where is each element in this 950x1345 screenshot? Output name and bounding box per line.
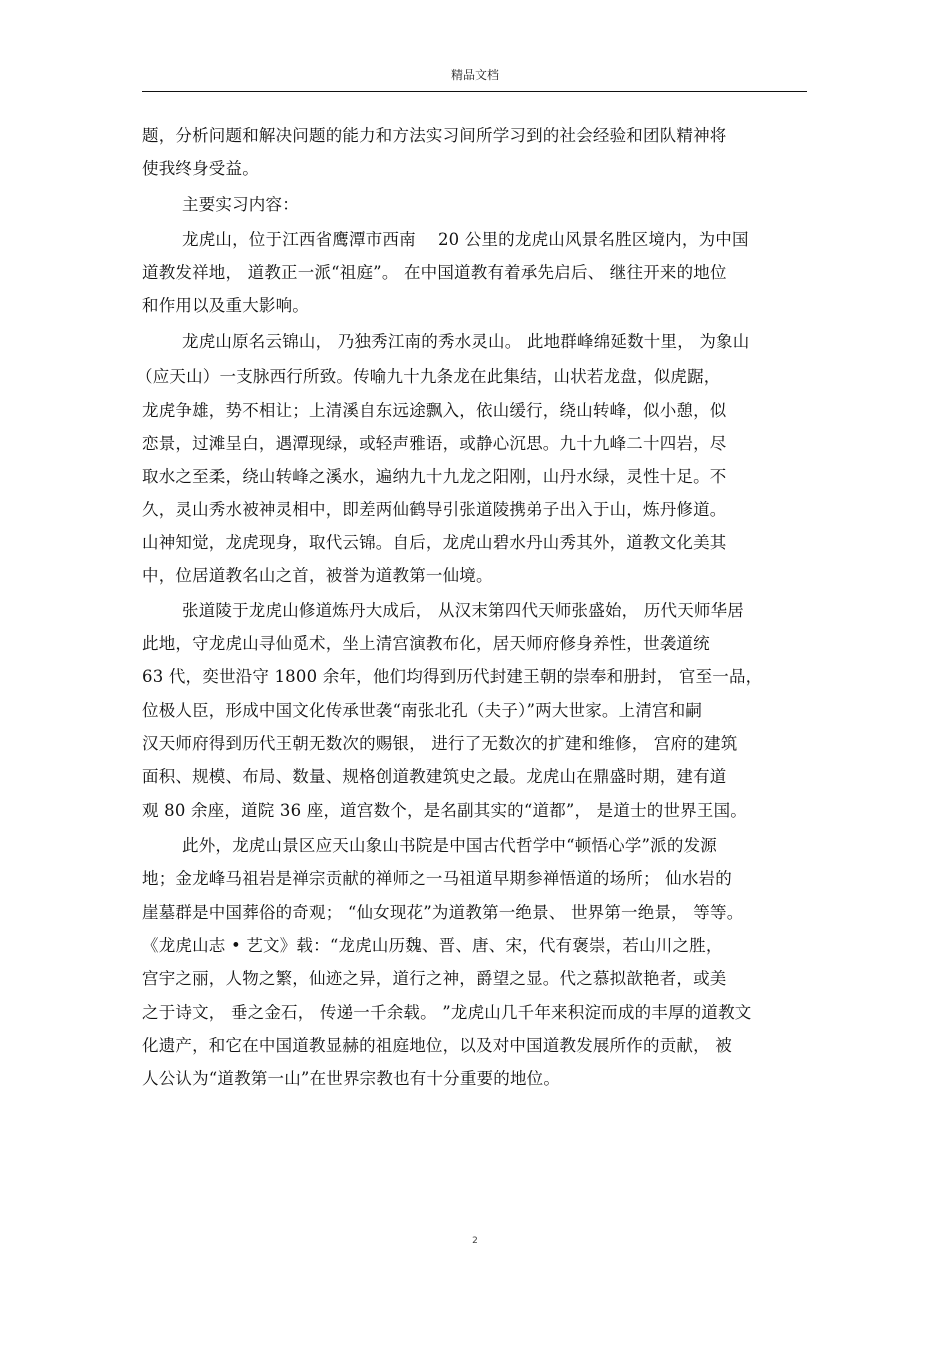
text-line: 面积、规模、布局、数量、规格创道教建筑史之最。龙虎山在鼎盛时期，建有道 xyxy=(142,767,727,786)
text-line: 久，灵山秀水被神灵相中，即差两仙鹤导引张道陵携弟子出入于山，炼丹修道。 xyxy=(142,500,727,519)
text-line: （应天山）一支脉西行所致。传喻九十九条龙在此集结，山状若龙盘，似虎踞， xyxy=(136,367,721,386)
text-line: 《龙虎山志 • 艺文》载：“龙虎山历魏、晋、唐、宋，代有褒崇，若山川之胜， xyxy=(142,936,723,955)
text-line: 地；金龙峰马祖岩是禅宗贡献的禅师之一马祖道早期参禅悟道的场所； 仙水岩的 xyxy=(142,869,732,888)
text-line: 汉天师府得到历代王朝无数次的赐银， 进行了无数次的扩建和维修， 宫府的建筑 xyxy=(142,734,738,753)
text-line: 恋景，过滩呈白，遇潭现绿，或轻声雅语，或静心沉思。九十九峰二十四岩，尽 xyxy=(142,434,727,453)
text-line: 题，分析问题和解决问题的能力和方法实习间所学习到的社会经验和团队精神将 xyxy=(142,126,727,145)
text-line: 龙虎山，位于江西省鹰潭市西南 20 公里的龙虎山风景名胜区境内，为中国 xyxy=(182,230,749,249)
header-divider xyxy=(142,91,807,92)
text-line: 化遗产，和它在中国道教显赫的祖庭地位，以及对中国道教发展所作的贡献， 被 xyxy=(142,1036,732,1055)
text-line: 位极人臣，形成中国文化传承世袭“南张北孔（夫子）”两大世家。上清宫和嗣 xyxy=(142,701,703,720)
text-line: 山神知觉，龙虎现身，取代云锦。自后，龙虎山碧水丹山秀其外，道教文化美其 xyxy=(142,533,727,552)
text-line: 取水之至柔，绕山转峰之溪水，遍纳九十九龙之阳刚，山丹水绿，灵性十足。不 xyxy=(142,467,727,486)
text-line: 观 80 余座，道院 36 座，道宫数个，是名副其实的“道都”， 是道士的世界王国。 xyxy=(142,801,747,820)
text-line: 道教发祥地， 道教正一派“祖庭”。 在中国道教有着承先启后、 继往开来的地位 xyxy=(142,263,727,282)
text-line: 之于诗文， 垂之金石， 传递一千余载。 ”龙虎山几千年来积淀而成的丰厚的道教文 xyxy=(142,1003,752,1022)
text-line: 此外，龙虎山景区应天山象山书院是中国古代哲学中“顿悟心学”派的发源 xyxy=(182,836,717,855)
text-line: 和作用以及重大影响。 xyxy=(142,296,309,315)
text-line: 龙虎山原名云锦山， 乃独秀江南的秀水灵山。 此地群峰绵延数十里， 为象山 xyxy=(182,332,750,351)
text-line: 人公认为“道教第一山”在世界宗教也有十分重要的地位。 xyxy=(142,1069,561,1088)
page-number: 2 xyxy=(472,1236,478,1246)
section-heading: 主要实习内容： xyxy=(182,195,299,214)
text-line: 龙虎争雄，势不相让；上清溪自东远途飘入，依山缓行，绕山转峰，似小憩，似 xyxy=(142,401,727,420)
text-line: 张道陵于龙虎山修道炼丹大成后， 从汉末第四代天师张盛始， 历代天师华居 xyxy=(182,601,744,620)
text-line: 此地，守龙虎山寻仙觅术，坐上清宫演教布化，居天师府修身养性，世袭道统 xyxy=(142,634,710,653)
text-line: 63 代，奕世沿守 1800 余年，他们均得到历代封建王朝的崇奉和册封， 官至一品， xyxy=(142,667,763,686)
text-line: 崖墓群是中国葬俗的奇观； “仙女现花”为道教第一绝景、 世界第一绝景， 等等。 xyxy=(142,903,744,922)
text-line: 中，位居道教名山之首，被誉为道教第一仙境。 xyxy=(142,566,493,585)
text-line: 使我终身受益。 xyxy=(142,159,259,178)
page-header-title: 精品文档 xyxy=(450,68,499,82)
text-line: 宫宇之丽，人物之繁，仙迹之异，道行之神，爵望之显。代之慕拟歆艳者，或美 xyxy=(142,969,727,988)
